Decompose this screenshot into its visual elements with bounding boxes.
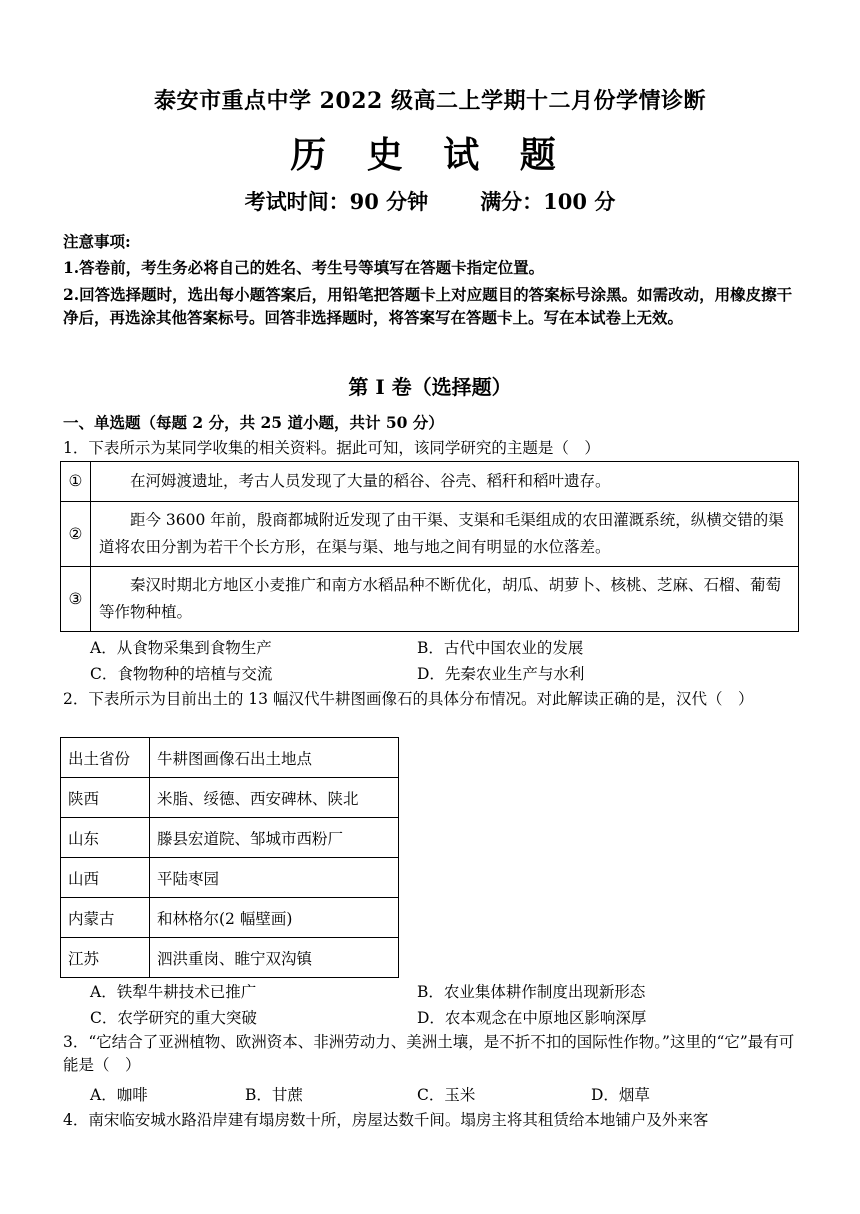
table-row	[61, 898, 399, 938]
cell-location: 平陆枣园	[150, 858, 399, 898]
question-3-stem: 3．“它结合了亚洲植物、欧洲资本、非洲劳动力、美洲土壤，是不折不扣的国际性作物。”这里的“它”最有可能是（ ）	[63, 1033, 795, 1074]
question-1-option-d: D．先秦农业生产与水利	[417, 665, 585, 683]
notes-heading: 注意事项:	[63, 232, 131, 251]
question-2-option-b: B．农业集体耕作制度出现新形态	[417, 983, 646, 1001]
question-2-option-d: D．农本观念在中原地区影响深厚	[417, 1009, 647, 1027]
question-2-table	[60, 737, 399, 978]
question-1-option-c: C．食物物种的培植与交流	[90, 665, 273, 683]
section-title: 第 I 卷（选择题）	[348, 375, 512, 399]
table-row	[61, 778, 399, 818]
cell-province: 山东	[61, 818, 150, 858]
exam-time: 考试时间：90 分钟	[244, 189, 429, 214]
table-row	[61, 502, 799, 567]
question-1-table	[60, 461, 799, 632]
question-1-option-b: B．古代中国农业的发展	[417, 639, 584, 657]
note-item-2: 2.回答选择题时，选出每小题答案后，用铅笔把答题卡上对应题目的答案标号涂黑。如需改动，用橡皮擦干净后，再选涂其他答案标号。回答非选择题时，将答案写在答题卡上。写在本试卷上无效。	[63, 285, 793, 327]
subject-title: 历 史 试 题	[290, 134, 570, 176]
question-3-option-d: D．烟草	[591, 1086, 650, 1104]
school-title: 泰安市重点中学 2022 级高二上学期十二月份学情诊断	[153, 88, 707, 114]
question-2-stem: 2．下表所示为目前出土的 13 幅汉代牛耕图画像石的具体分布情况。对此解读正确的是，汉代（ ）	[63, 690, 754, 708]
question-1-stem: 1．下表所示为某同学收集的相关资料。据此可知，该同学研究的主题是（ ）	[63, 439, 600, 457]
section-subtitle: 一、单选题（每题 2 分，共 25 道小题，共计 50 分）	[63, 413, 444, 432]
row-number: ①	[61, 462, 91, 502]
note-item-1: 1.答卷前，考生务必将自己的姓名、考生号等填写在答题卡指定位置。	[63, 258, 545, 277]
row-number: ③	[61, 567, 91, 632]
table-row	[61, 858, 399, 898]
question-3-option-c: C．玉米	[417, 1086, 476, 1104]
row-text: 距今 3600 年前，殷商都城附近发现了由干渠、支渠和毛渠组成的农田灌溉系统，纵横交错的渠道将农田分割为若干个长方形，在渠与渠、地与地之间有明显的水位落差。	[91, 502, 799, 567]
cell-location: 泗洪重岗、睢宁双沟镇	[150, 938, 399, 978]
question-3-option-b: B．甘蔗	[245, 1086, 303, 1104]
cell-province: 山西	[61, 858, 150, 898]
full-score: 满分：100 分	[480, 189, 616, 214]
row-text: 秦汉时期北方地区小麦推广和南方水稻品种不断优化，胡瓜、胡萝卜、核桃、芝麻、石榴、葡萄等作物种植。	[91, 567, 799, 632]
cell-province: 内蒙古	[61, 898, 150, 938]
question-1-option-a: A．从食物采集到食物生产	[90, 639, 272, 657]
exam-info	[0, 186, 860, 216]
table-row	[61, 818, 399, 858]
cell-location: 米脂、绥德、西安碑林、陕北	[150, 778, 399, 818]
row-text: 在河姆渡遗址，考古人员发现了大量的稻谷、谷壳、稻秆和稻叶遗存。	[91, 462, 799, 502]
question-3-option-a: A．咖啡	[90, 1086, 148, 1104]
table-header-row	[61, 738, 399, 778]
cell-province: 江苏	[61, 938, 150, 978]
question-4-stem: 4．南宋临安城水路沿岸建有塌房数十所，房屋达数千间。塌房主将其租赁给本地铺户及外来客	[63, 1111, 709, 1129]
table-row	[61, 567, 799, 632]
header-province: 出土省份	[61, 738, 150, 778]
cell-location: 滕县宏道院、邹城市西粉厂	[150, 818, 399, 858]
table-row	[61, 938, 399, 978]
table-row	[61, 462, 799, 502]
question-2-option-c: C．农学研究的重大突破	[90, 1009, 257, 1027]
cell-location: 和林格尔(2 幅壁画)	[150, 898, 399, 938]
header-location: 牛耕图画像石出土地点	[150, 738, 399, 778]
cell-province: 陕西	[61, 778, 150, 818]
row-number: ②	[61, 502, 91, 567]
question-2-option-a: A．铁犁牛耕技术已推广	[90, 983, 257, 1001]
